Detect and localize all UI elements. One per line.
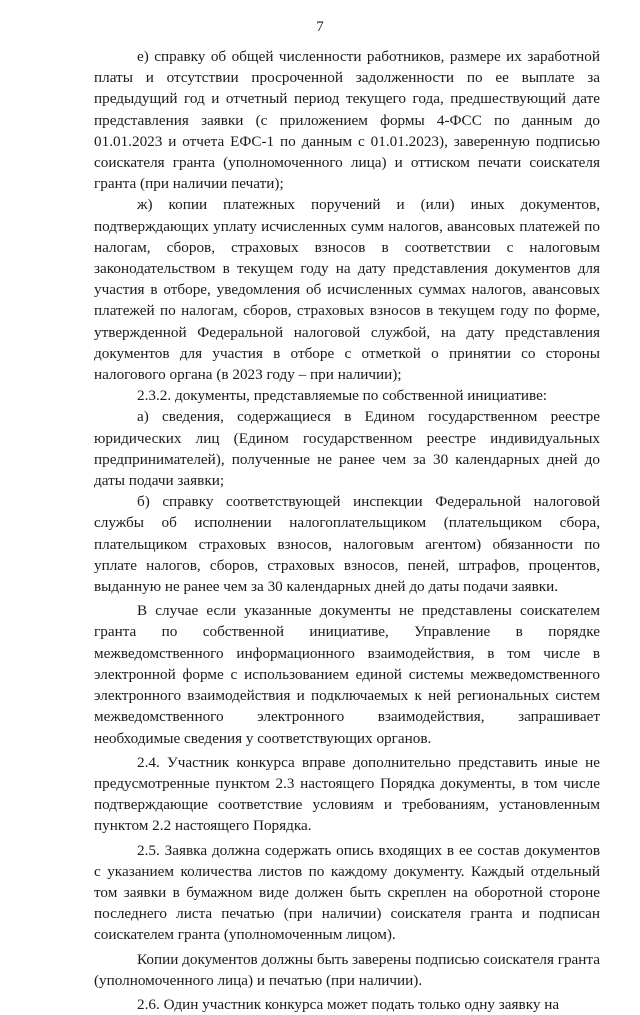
page-number: 7 [316,19,324,35]
paragraph-copies-certification: Копии документов должны быть заверены подписью соискателя гранта (уполномоченного лица) и печатью (при наличии). [94,950,600,989]
paragraph-interagency-request: В случае если указанные документы не представлены соискателем гранта по собственной инициативе, Управление в порядке межведомственного информационного взаимодействия, в том числе в электронной форме с использованием единой системы межведомственного электронного взаимодействия и подключаемых к ней региональных систем межведомственного электронного взаимодействия, запрашивает необходимые сведения у соответствующих органов. [94,602,600,747]
paragraph-2-5: 2.5. Заявка должна содержать опись входящих в ее состав документов с указанием количества листов по каждому документу. Каждый отдельный том заявки в бумажном виде должен быть скреплен на оборотной стороне последнего листа печатью (при наличии) соискателя гранта и подписан соискателем гранта (уполномоченным лицом). [94,841,600,944]
paragraph-item-zh: ж) копии платежных поручений и (или) иных документов, подтверждающих уплату исчисленных сумм налогов, авансовых платежей по налогам, сборов, страховых взносов в соответствии с налоговым законодательством в текущем году на дату представления документов для участия в отборе, уведомления об исчисленных суммах налогов, авансовых платежей по налогам, сборов, страховых взносов в текущем году по форме, утвержденной Федеральной налоговой службой, на дату представления документов для участия в отборе с отметкой о принятии со стороны налогового органа (в 2023 году – при наличии); [94,196,600,384]
paragraph-2-6: 2.6. Один участник конкурса может подать только одну заявку на [137,995,560,1013]
paragraph-item-e: е) справку об общей численности работников, размере их заработной платы и отсутствии просроченной задолженности по ее выплате за предыдущий год и отчетный период текущего года, предшествующий дате представления заявки (с приложением формы 4-ФСС по данным до 01.01.2023 и отчета ЕФС-1 по данным с 01.01.2023), заверенную подписью соискателя гранта (уполномоченного лица) и оттиском печати соискателя гранта (при наличии печати); [94,48,600,193]
document-body [94,46,600,1015]
paragraph-2-4: 2.4. Участник конкурса вправе дополнительно представить иные не предусмотренные пунктом 2.3 настоящего Порядка документы, в том числе подтверждающие соответствие условиям и требованиям, установленным пунктом 2.2 настоящего Порядка. [94,753,600,835]
paragraph-item-b: б) справку соответствующей инспекции Федеральной налоговой службы об исполнении налогоплательщиком (плательщиком сбора, плательщиком страховых взносов, налоговым агентом) обязанности по уплате налогов, сборов, страховых взносов, пеней, штрафов, процентов, выданную не ранее чем за 30 календарных дней до даты подачи заявки. [94,493,600,596]
paragraph-2-3-2-heading: 2.3.2. документы, представляемые по собственной инициативе: [137,387,548,405]
paragraph-item-a: а) сведения, содержащиеся в Едином государственном реестре юридических лиц (Едином государственном реестре индивидуальных предпринимателей), полученные не ранее чем за 30 календарных дней до даты подачи заявки; [94,408,600,490]
